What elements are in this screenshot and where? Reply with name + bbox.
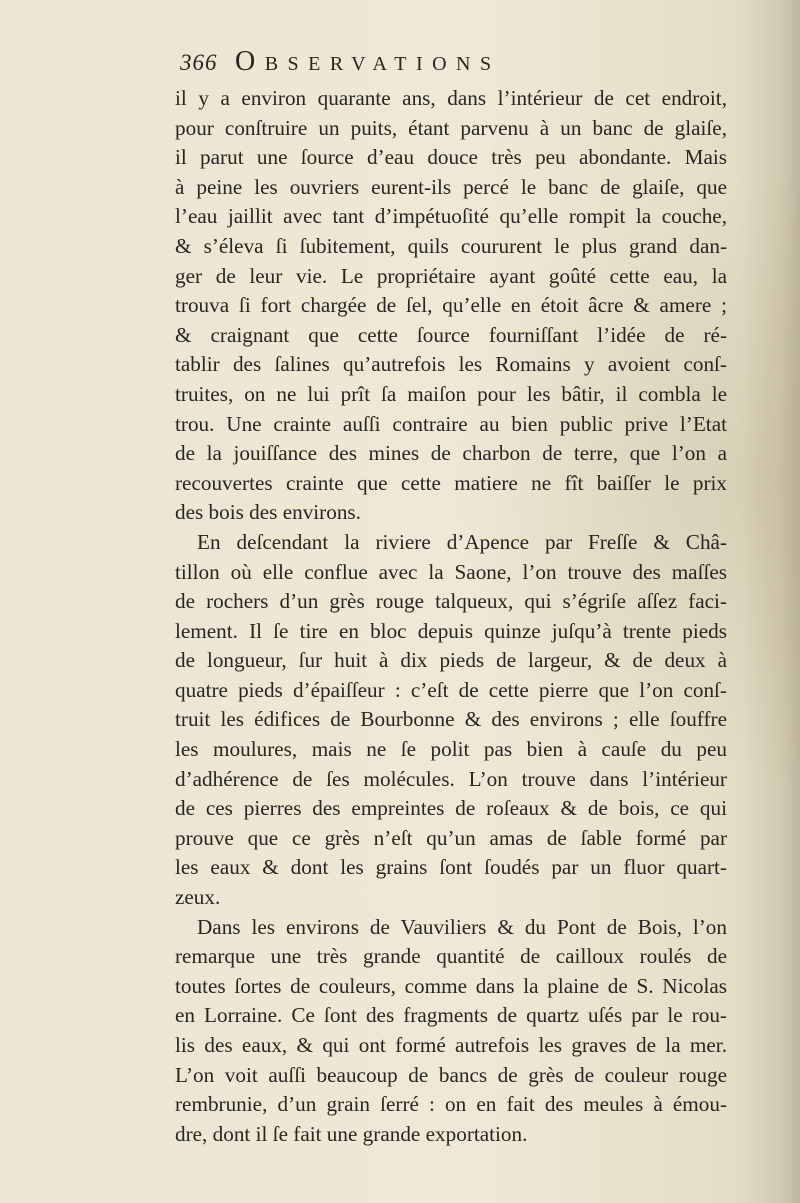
page-header <box>173 44 733 80</box>
text-line: ger de leur vie. Le propriétaire ayant goûté cette eau, la <box>175 263 727 288</box>
text-line: toutes ſortes de couleurs, comme dans la plaine de S. Nicolas <box>175 973 727 998</box>
text-line: lement. Il ſe tire en bloc depuis quinze juſqu’à trente pieds <box>175 618 727 643</box>
text-line: en Lorraine. Ce ſont des fragments de quartz uſés par le rou- <box>175 1003 727 1028</box>
text-line: L’on voit auſſi beaucoup de bancs de grès de couleur rouge <box>175 1062 727 1087</box>
text-line: recouvertes crainte que cette matiere ne fît baiſſer le prix <box>175 470 727 495</box>
text-line: tillon où elle conflue avec la Saone, l’on trouve des maſſes <box>175 559 727 584</box>
text-line: il parut une ſource d’eau douce très peu abondante. Mais <box>175 145 727 170</box>
text-line: de longueur, ſur huit à dix pieds de largeur, & de deux à <box>175 648 727 673</box>
text-line: & craignant que cette ſource fourniſſant l’idée de ré- <box>175 322 727 347</box>
paragraph-1 <box>175 84 727 528</box>
page-edge-shadow <box>740 0 800 1203</box>
text-line: quatre pieds d’épaiſſeur : c’eſt de cette pierre que l’on conſ- <box>175 677 727 702</box>
text-line: de rochers d’un grès rouge talqueux, qui s’égriſe aſſez faci- <box>175 589 727 614</box>
running-title: Observations <box>235 46 501 77</box>
text-line: Dans les environs de Vauviliers & du Pont de Bois, l’on <box>197 914 727 939</box>
text-line: d’adhérence de ſes molécules. L’on trouve dans l’intérieur <box>175 766 727 791</box>
text-line: de la jouiſſance des mines de charbon de terre, que l’on a <box>175 441 727 466</box>
body-text <box>175 84 727 1149</box>
text-line: les moulures, mais ne ſe polit pas bien à cauſe du peu <box>175 737 727 762</box>
text-line: remarque une très grande quantité de cailloux roulés de <box>175 944 727 969</box>
text-line: trouva ſi fort chargée de ſel, qu’elle en étoit âcre & amere ; <box>175 293 727 318</box>
text-line: dre, dont il ſe fait une grande exportation. <box>175 1121 528 1146</box>
text-line: zeux. <box>175 885 221 910</box>
text-line: tablir des ſalines qu’autrefois les Romains y avoient conſ- <box>175 352 727 377</box>
text-line: truit les édifices de Bourbonne & des environs ; elle ſouffre <box>175 707 727 732</box>
text-line: truites, on ne lui prît ſa maiſon pour les bâtir, il combla le <box>175 381 727 406</box>
text-line: les eaux & dont les grains ſont ſoudés par un fluor quart- <box>175 855 727 880</box>
text-line: de ces pierres des empreintes de roſeaux & de bois, ce qui <box>175 796 727 821</box>
text-line: & s’éleva ſi ſubitement, quils coururent le plus grand dan- <box>175 233 727 258</box>
text-line: trou. Une crainte auſſi contraire au bien public prive l’Etat <box>175 411 727 436</box>
text-line: des bois des environs. <box>175 500 361 525</box>
text-line: pour conſtruire un puits, étant parvenu à un banc de glaiſe, <box>175 115 727 140</box>
text-line: rembrunie, d’un grain ſerré : on en fait des meules à émou- <box>175 1092 727 1117</box>
text-line: à peine les ouvriers eurent-ils percé le banc de glaiſe, que <box>175 174 727 199</box>
text-line: l’eau jaillit avec tant d’impétuoſité qu’elle rompit la couche, <box>175 204 727 229</box>
text-line: lis des eaux, & qui ont formé autrefois les graves de la mer. <box>175 1033 727 1057</box>
text-line: il y a environ quarante ans, dans l’intérieur de cet endroit, <box>175 86 727 110</box>
paragraph-3 <box>175 913 727 1150</box>
text-line: En deſcendant la riviere d’Apence par Freſſe & Châ- <box>197 529 727 554</box>
text-line: prouve que ce grès n’eſt qu’un amas de ſable formé par <box>175 825 727 850</box>
paragraph-2 <box>175 528 727 913</box>
page-number: 366 <box>180 50 218 75</box>
